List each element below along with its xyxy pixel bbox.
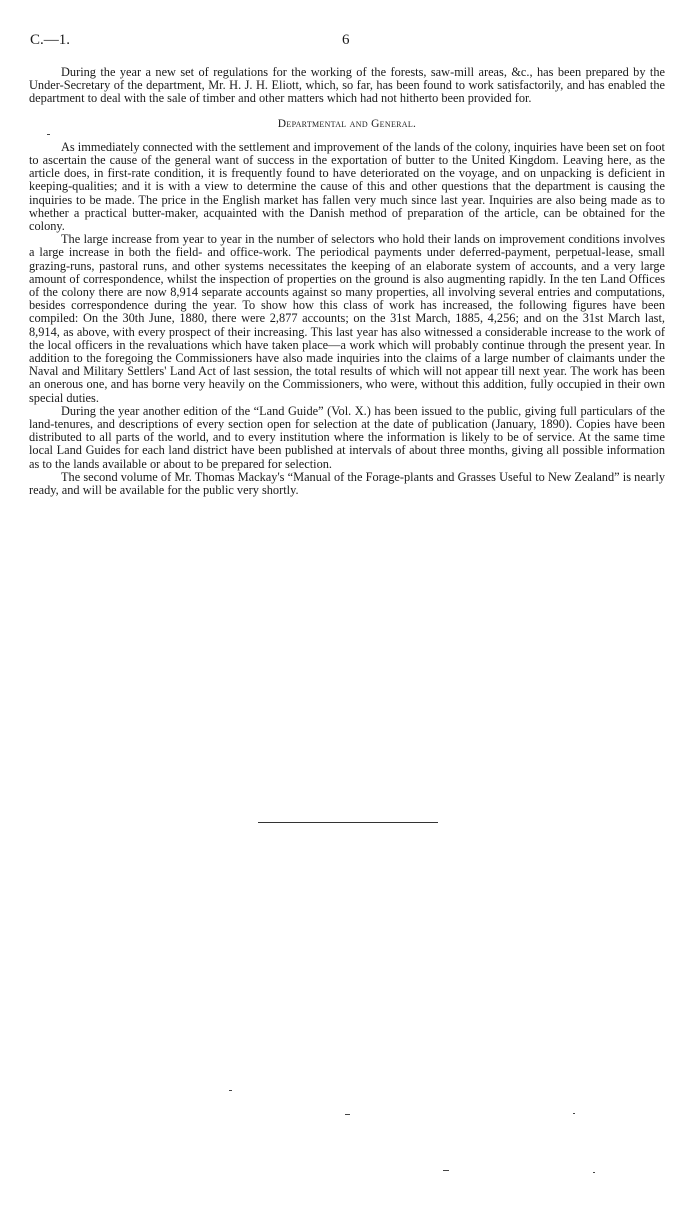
scan-speck	[443, 1170, 449, 1171]
scan-speck	[345, 1114, 350, 1115]
closing-rule	[258, 822, 438, 823]
paragraph-forage-manual: The second volume of Mr. Thomas Mackay's “Manual of the Forage-plants and Grasses Useful to New Zealand” is nearly ready, and will be available for the public very shortly.	[29, 469, 665, 498]
scan-speck	[573, 1113, 575, 1114]
scan-speck	[47, 134, 50, 135]
document-reference: C.—1.	[30, 32, 71, 48]
page-header	[30, 32, 670, 52]
page-number: 6	[342, 32, 350, 48]
section-heading: Departmental and General.	[277, 117, 417, 130]
intro-paragraph: During the year a new set of regulations for the working of the forests, saw-mill areas, &c., has been prepared by the Under-Secretary of the department, Mr. H. J. H. Eliott, which, so far, has been found to work satisfactorily, and has enabled the department to deal with the sale of timber and other matters which had not hitherto been provided for.	[29, 65, 665, 106]
scan-speck	[229, 1090, 232, 1091]
scan-speck	[593, 1172, 595, 1173]
paragraph-accounts: The large increase from year to year in the number of selectors who hold their lands on improvement conditions involves a large increase in both the field- and office-work. The periodical payments under deferred-payment, perpetual-lease, small grazing-runs, pastoral runs, and other systems necessitates the keeping of an elaborate system of accounts, and a very large amount of correspondence, whilst the inspection of properties on the ground is also augmenting rapidly. In the ten Land Offices of the colony there are now 8,914 separate accounts against so many properties, all involving several entries and computations, besides correspondence during the year. To show how this class of work has increased, the following figures have been compiled: On the 30th June, 1880, there were 2,877 accounts; on the 31st March, 1885, 4,256; and on the 31st March last, 8,914, as above, with every prospect of their increasing. This last year has also witnessed a considerable increase to the work of the local officers in the revaluations which have taken place—a work which will probably continue through the present year. In addition to the foregoing the Commissioners have also made inquiries into the claims of a large number of claimants under the Naval and Military Settlers' Land Act of last session, the total results of which will not appear till next year. The work has been an onerous one, and has borne very heavily on the Commissioners, who were, without this addition, fully occupied in their own special duties.	[29, 232, 665, 405]
paragraph-land-guide: During the year another edition of the “Land Guide” (Vol. X.) has been issued to the public, giving full particulars of the land-tenures, and descriptions of every section open for selection at the date of publication (January, 1890). Copies have been distributed to all parts of the world, and to every institution where the information is likely to be of service. At the same time local Land Guides for each land district have been published at intervals of about three months, giving all possible information as to the lands available or about to be prepared for selection.	[29, 403, 665, 471]
body-text	[29, 66, 665, 497]
paragraph-butter-export: As immediately connected with the settlement and improvement of the lands of the colony, inquiries have been set on foot to ascertain the cause of the general want of success in the exportation of butter to the United Kingdom. Leaving here, as the article does, in first-rate condition, it is frequently found to have deteriorated on the voyage, and on unpacking is deficient in keeping-qualities; and it is with a view to determine the cause of this and other questions that the department is causing the inquiries to be made. The price in the English market has fallen very much since last year. Inquiries are also being made as to whether a practical butter-maker, acquainted with the Danish method of preparation of the article, can be obtained for the colony.	[29, 139, 665, 234]
